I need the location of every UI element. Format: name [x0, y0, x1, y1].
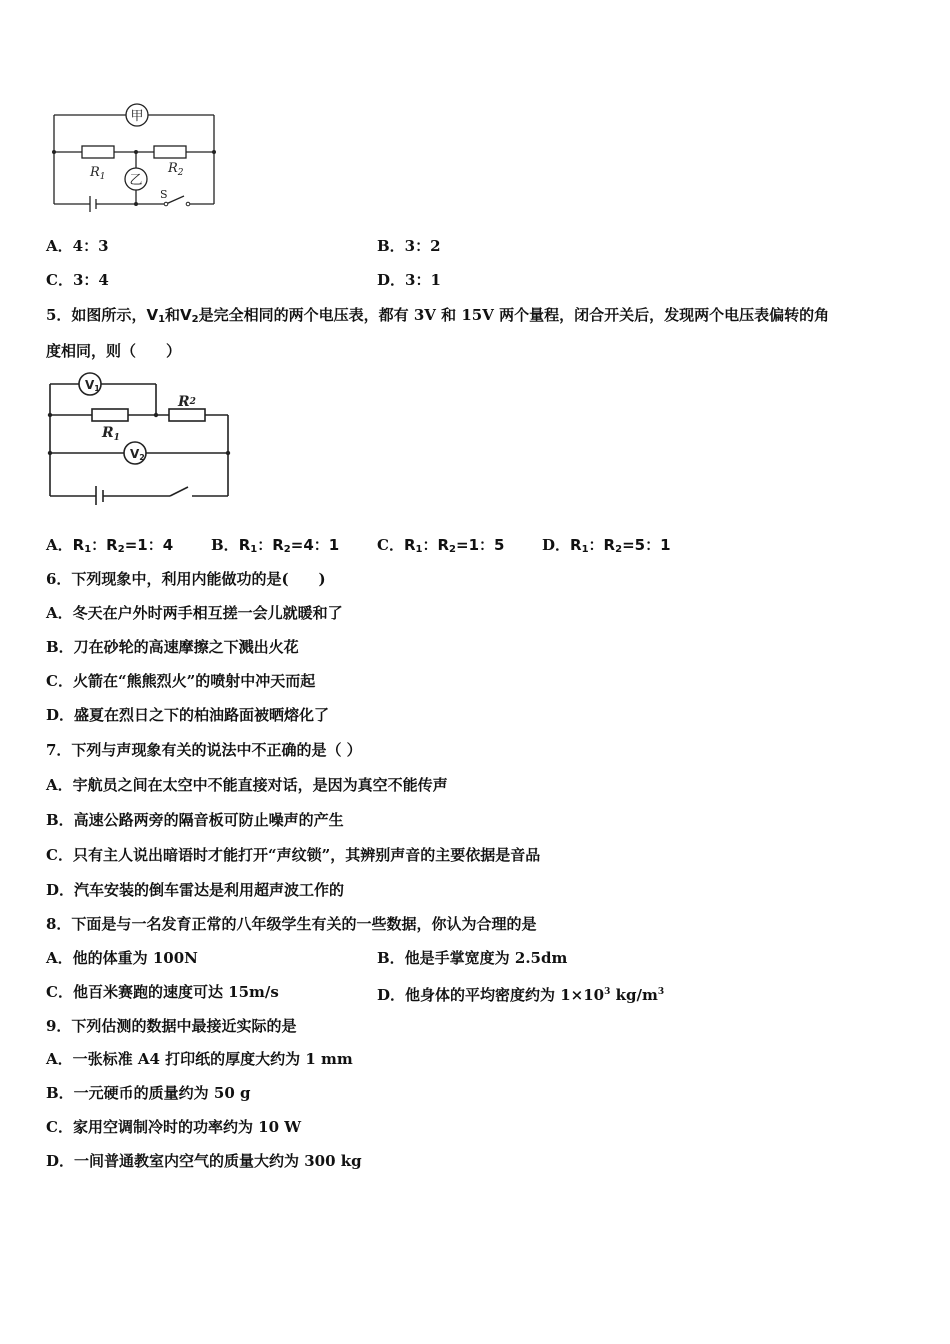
- r2-sub: 2: [177, 168, 184, 178]
- q5-option-c: C．$R_1$：$R_2=1$：5: [377, 536, 505, 555]
- q6-option-b: B．刀在砂轮的高速摩擦之下溅出火花: [46, 638, 299, 656]
- q7-stem: 7．下列与声现象有关的说法中不正确的是（ ）: [46, 741, 362, 759]
- q5-r2-sub: 2: [189, 397, 196, 407]
- q7-option-b: B．高速公路两旁的隔音板可防止噪声的产生: [46, 811, 344, 829]
- q4-option-b: B．3：2: [377, 237, 441, 255]
- q9-option-b: B．一元硬币的质量约为 50 g: [46, 1084, 251, 1102]
- meter-yi-label: 乙: [129, 173, 143, 188]
- v1-label: V: [85, 378, 95, 392]
- q5-r2-label: R: [178, 394, 190, 410]
- q9-stem: 9．下列估测的数据中最接近实际的是: [46, 1017, 297, 1035]
- r1-label: R: [90, 165, 100, 180]
- q6-option-c: C．火箭在“熊熊烈火”的喷射中冲天而起: [46, 672, 316, 690]
- q6-stem: 6．下列现象中，利用内能做功的是( ): [46, 570, 326, 588]
- q5-option-a: A．$R_1$：$R_2=1$：4: [46, 536, 174, 555]
- svg-text:R1: [101, 425, 120, 443]
- v2-label: V: [130, 447, 140, 461]
- q8-stem: 8．下面是与一名发育正常的八年级学生有关的一些数据，你认为合理的是: [46, 915, 537, 933]
- q6-option-a: A．冬天在户外时两手相互搓一会儿就暖和了: [46, 604, 343, 622]
- q5-r1-label: R: [102, 425, 114, 441]
- q5-r1-sub: 1: [113, 433, 120, 443]
- q9-option-c: C．家用空调制冷时的功率约为 10 W: [46, 1118, 302, 1136]
- q8-option-d: D．他身体的平均密度约为 $1\times 10^3$ $kg/m^3$: [377, 986, 665, 1004]
- q7-option-a: A．宇航员之间在太空中不能直接对话，是因为真空不能传声: [46, 776, 448, 794]
- q6-option-d: D．盛夏在烈日之下的柏油路面被晒熔化了: [46, 706, 330, 724]
- svg-text:R2: [177, 394, 196, 410]
- q4-option-a: A．4：3: [46, 237, 109, 255]
- q9-option-d: D．一间普通教室内空气的质量大约为 300 kg: [46, 1152, 362, 1170]
- r1-sub: 1: [99, 172, 106, 182]
- svg-text:R1: [89, 165, 106, 182]
- q4-option-c: C．3：4: [46, 271, 109, 289]
- q7-option-d: D．汽车安装的倒车雷达是利用超声波工作的: [46, 881, 345, 899]
- q8-option-c: C．他百米赛跑的速度可达 15m/s: [46, 983, 279, 1001]
- circuit-diagram-q4: [48, 100, 220, 218]
- q5-stem-line2: 度相同，则（ ）: [46, 342, 182, 360]
- meter-jia-label: 甲: [130, 109, 144, 124]
- switch-label: S: [160, 188, 168, 201]
- svg-text:R2: [167, 161, 184, 178]
- q5-option-d: D．$R_1$：$R_2=5$：1: [542, 536, 671, 555]
- v1-sub: 1: [94, 384, 100, 393]
- q4-option-d: D．3：1: [377, 271, 441, 289]
- q8-option-a: A．他的体重为 100N: [46, 949, 198, 967]
- q7-option-c: C．只有主人说出暗语时才能打开“声纹锁”，其辨别声音的主要依据是音品: [46, 846, 541, 864]
- v2-sub: 2: [139, 453, 145, 462]
- q5-option-b: B．$R_1$：$R_2=4$：1: [211, 536, 340, 555]
- r2-label: R: [168, 161, 178, 176]
- circuit-diagram-q5: [44, 370, 234, 505]
- q8-option-b: B．他是手掌宽度为 2.5dm: [377, 949, 568, 967]
- q5-stem-line1: 5．如图所示，$V_1$和$V_2$是完全相同的两个电压表，都有 3V 和 15V 两个量程，闭合开关后，发现两个电压表偏转的角: [46, 306, 830, 325]
- q9-option-a: A．一张标准 A4 打印纸的厚度大约为 1 mm: [46, 1050, 353, 1068]
